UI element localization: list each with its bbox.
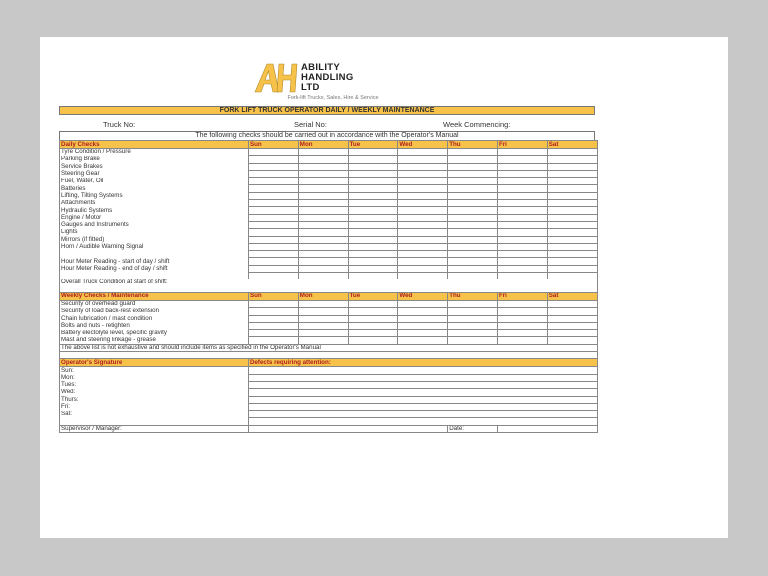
check-cell (448, 258, 498, 265)
check-cell (298, 251, 348, 258)
spacer-row (60, 251, 598, 258)
check-cell (398, 170, 448, 177)
company-logo (253, 60, 595, 106)
date-label: Date: (448, 425, 498, 432)
check-cell (348, 207, 398, 214)
check-cell (547, 149, 597, 156)
check-item-label: Steering Gear (60, 170, 249, 177)
daily-check-row (60, 229, 598, 236)
check-cell (298, 221, 348, 228)
day-header: Mon (298, 141, 348, 149)
check-cell (398, 243, 448, 250)
check-cell (298, 200, 348, 207)
check-cell (497, 330, 547, 337)
check-cell (249, 273, 299, 280)
check-cell (547, 258, 597, 265)
check-cell (497, 322, 547, 329)
hour-meter-row (60, 258, 598, 265)
check-cell (547, 221, 597, 228)
check-cell (448, 207, 498, 214)
spacer-cell (60, 251, 249, 258)
overall-condition-label: Overall Truck Condition at start of shift: (60, 279, 598, 285)
check-cell (348, 273, 398, 280)
check-cell (497, 214, 547, 221)
check-cell (298, 273, 348, 280)
check-cell (348, 214, 398, 221)
check-cell (298, 265, 348, 272)
spacer-cell (60, 273, 249, 280)
daily-check-row (60, 149, 598, 156)
check-cell (448, 236, 498, 243)
check-item-label: Attachments (60, 200, 249, 207)
check-cell (348, 229, 398, 236)
day-header: Fri (497, 141, 547, 149)
check-cell (448, 192, 498, 199)
check-cell (497, 229, 547, 236)
company-name: ABILITY HANDLING LTD (301, 62, 354, 93)
check-cell (249, 163, 299, 170)
check-cell (348, 185, 398, 192)
spacer-cell (60, 418, 249, 425)
check-cell (348, 315, 398, 322)
weekly-checks-header (60, 292, 598, 300)
day-header: Thu (448, 141, 498, 149)
defects-cell (249, 411, 598, 418)
check-cell (249, 200, 299, 207)
signature-day-label: Sat: (60, 411, 249, 418)
check-cell (398, 229, 448, 236)
check-cell (448, 170, 498, 177)
check-cell (249, 330, 299, 337)
check-cell (547, 330, 597, 337)
defects-cell (249, 367, 598, 374)
check-cell (348, 221, 398, 228)
daily-check-row (60, 236, 598, 243)
daily-checks-header (60, 141, 598, 149)
check-item-label: Mirrors (if fitted) (60, 236, 249, 243)
day-header: Wed (398, 292, 448, 300)
check-cell (547, 322, 597, 329)
check-cell (547, 192, 597, 199)
check-cell (448, 214, 498, 221)
check-cell (249, 170, 299, 177)
truck-info-row (59, 115, 595, 131)
check-cell (547, 200, 597, 207)
check-cell (348, 170, 398, 177)
spacer-cell (60, 352, 598, 359)
check-cell (298, 178, 348, 185)
signature-day-label: Mon: (60, 374, 249, 381)
day-header: Tue (348, 141, 398, 149)
day-header: Sun (249, 141, 299, 149)
signature-header (60, 359, 598, 367)
check-cell (249, 156, 299, 163)
check-cell (348, 300, 398, 307)
check-cell (298, 258, 348, 265)
check-cell (547, 156, 597, 163)
check-cell (298, 322, 348, 329)
spacer-cell (249, 418, 598, 425)
signature-day-label: Sun: (60, 367, 249, 374)
form-title: FORK LIFT TRUCK OPERATOR DAILY / WEEKLY MAINTENANCE (59, 106, 595, 115)
weekly-check-row (60, 308, 598, 315)
check-cell (497, 265, 547, 272)
check-cell (298, 163, 348, 170)
check-cell (298, 207, 348, 214)
check-item-label: Parking Brake (60, 156, 249, 163)
check-cell (497, 207, 547, 214)
check-cell (497, 163, 547, 170)
check-cell (298, 236, 348, 243)
weekly-check-row (60, 322, 598, 329)
check-cell (298, 243, 348, 250)
defects-cell (249, 389, 598, 396)
company-tagline: Fork-lift Trucks, Sales, Hire & Service (287, 95, 379, 101)
check-cell (448, 229, 498, 236)
day-header: Sun (249, 292, 299, 300)
check-cell (348, 156, 398, 163)
check-cell (249, 185, 299, 192)
check-cell (249, 315, 299, 322)
day-header: Wed (398, 141, 448, 149)
check-cell (249, 229, 299, 236)
daily-checks-label: Daily Checks (60, 141, 249, 149)
check-cell (547, 214, 597, 221)
supervisor-row (60, 425, 598, 432)
check-cell (249, 149, 299, 156)
check-cell (448, 308, 498, 315)
serial-no-label: Serial No: (294, 120, 327, 129)
signature-day-label: Thurs: (60, 396, 249, 403)
daily-check-row (60, 163, 598, 170)
check-cell (497, 149, 547, 156)
check-cell (249, 192, 299, 199)
supervisor-sign-cell (249, 425, 448, 432)
check-cell (448, 243, 498, 250)
check-cell (547, 170, 597, 177)
check-cell (249, 308, 299, 315)
check-cell (497, 200, 547, 207)
weekly-check-row (60, 300, 598, 307)
check-cell (497, 156, 547, 163)
defects-cell (249, 396, 598, 403)
check-cell (497, 337, 547, 344)
check-cell (398, 149, 448, 156)
check-cell (348, 243, 398, 250)
defects-label: Defects requiring attention: (249, 359, 598, 367)
check-cell (497, 300, 547, 307)
checks-table (59, 140, 598, 433)
check-cell (398, 163, 448, 170)
check-cell (348, 337, 398, 344)
spacer-row (60, 418, 598, 425)
check-cell (348, 178, 398, 185)
check-cell (448, 185, 498, 192)
check-item-label: Security of overhead guard (60, 300, 249, 307)
check-cell (298, 170, 348, 177)
check-item-label: Mast and steering linkage - grease (60, 337, 249, 344)
check-cell (547, 251, 597, 258)
check-cell (497, 236, 547, 243)
check-cell (249, 300, 299, 307)
check-cell (298, 185, 348, 192)
check-cell (497, 178, 547, 185)
check-cell (298, 308, 348, 315)
check-cell (497, 192, 547, 199)
check-cell (348, 200, 398, 207)
defects-cell (249, 374, 598, 381)
check-cell (497, 315, 547, 322)
check-item-label: Bolts and nuts - retighten (60, 322, 249, 329)
disclaimer-row (60, 344, 598, 351)
check-cell (348, 308, 398, 315)
daily-check-row (60, 170, 598, 177)
spacer-row (60, 273, 598, 280)
check-cell (298, 337, 348, 344)
hour-meter-label: Hour Meter Reading - start of day / shift (60, 258, 249, 265)
daily-check-row (60, 192, 598, 199)
check-cell (398, 300, 448, 307)
signature-day-label: Tues: (60, 381, 249, 388)
check-item-label: Gauges and Instruments (60, 221, 249, 228)
check-cell (448, 337, 498, 344)
check-cell (249, 221, 299, 228)
check-cell (249, 337, 299, 344)
check-cell (298, 149, 348, 156)
check-cell (448, 200, 498, 207)
weekly-check-row (60, 337, 598, 344)
check-cell (348, 149, 398, 156)
check-cell (448, 251, 498, 258)
day-header: Fri (497, 292, 547, 300)
spacer-cell (60, 286, 598, 293)
check-cell (547, 300, 597, 307)
check-cell (348, 251, 398, 258)
check-item-label: Batteries (60, 185, 249, 192)
check-cell (547, 229, 597, 236)
weekly-check-row (60, 315, 598, 322)
check-item-label: Fuel, Water, Oil (60, 178, 249, 185)
check-cell (298, 156, 348, 163)
check-item-label: Engine / Motor (60, 214, 249, 221)
check-cell (398, 258, 448, 265)
week-commencing-label: Week Commencing: (443, 120, 511, 129)
day-header: Sat (547, 292, 597, 300)
check-cell (448, 156, 498, 163)
date-cell (497, 425, 597, 432)
check-cell (298, 214, 348, 221)
weekly-check-row (60, 330, 598, 337)
check-cell (497, 258, 547, 265)
check-cell (398, 236, 448, 243)
check-cell (497, 308, 547, 315)
check-cell (547, 185, 597, 192)
check-item-label: Tyre Condition / Pressure (60, 149, 249, 156)
supervisor-label: Supervisor / Manager: (60, 425, 249, 432)
defects-cell (249, 381, 598, 388)
check-cell (348, 163, 398, 170)
check-cell (547, 337, 597, 344)
instruction-text: The following checks should be carried out in accordance with the Operator's Manual (59, 131, 595, 140)
check-cell (547, 273, 597, 280)
signature-row (60, 411, 598, 418)
daily-check-row (60, 178, 598, 185)
check-item-label: Horn / Audible Warning Signal (60, 243, 249, 250)
check-cell (348, 192, 398, 199)
check-item-label: Chain lubrication / mast condition (60, 315, 249, 322)
maintenance-form (59, 60, 595, 433)
truck-no-label: Truck No: (103, 120, 136, 129)
check-cell (448, 221, 498, 228)
daily-check-row (60, 221, 598, 228)
daily-check-row (60, 207, 598, 214)
defects-cell (249, 403, 598, 410)
check-cell (448, 178, 498, 185)
day-header: Sat (547, 141, 597, 149)
check-cell (448, 273, 498, 280)
check-cell (547, 236, 597, 243)
check-cell (398, 156, 448, 163)
check-cell (398, 330, 448, 337)
signature-row (60, 367, 598, 374)
check-cell (497, 170, 547, 177)
check-cell (398, 200, 448, 207)
check-cell (348, 265, 398, 272)
check-cell (398, 178, 448, 185)
check-cell (497, 243, 547, 250)
check-cell (547, 265, 597, 272)
daily-check-row (60, 214, 598, 221)
check-item-label: Hydraulic Systems (60, 207, 249, 214)
check-cell (448, 149, 498, 156)
check-cell (398, 322, 448, 329)
ah-logo-icon (253, 60, 299, 94)
signature-row (60, 389, 598, 396)
signature-row (60, 396, 598, 403)
check-cell (448, 300, 498, 307)
check-cell (547, 315, 597, 322)
check-cell (398, 192, 448, 199)
daily-check-row (60, 243, 598, 250)
check-cell (448, 322, 498, 329)
check-cell (398, 273, 448, 280)
check-cell (547, 207, 597, 214)
check-cell (249, 258, 299, 265)
check-cell (547, 178, 597, 185)
check-cell (398, 337, 448, 344)
check-cell (547, 243, 597, 250)
check-cell (348, 330, 398, 337)
operator-signature-label: Operator's Signature (60, 359, 249, 367)
check-item-label: Lights (60, 229, 249, 236)
check-cell (398, 315, 448, 322)
signature-row (60, 381, 598, 388)
check-cell (249, 265, 299, 272)
check-cell (448, 330, 498, 337)
weekly-checks-label: Weekly Checks / Maintenance (60, 292, 249, 300)
check-cell (249, 251, 299, 258)
check-cell (547, 163, 597, 170)
check-cell (249, 178, 299, 185)
check-cell (398, 251, 448, 258)
daily-check-row (60, 200, 598, 207)
spacer-row (60, 286, 598, 293)
check-cell (448, 315, 498, 322)
check-cell (398, 207, 448, 214)
check-cell (298, 229, 348, 236)
hour-meter-row (60, 265, 598, 272)
signature-row (60, 374, 598, 381)
check-cell (497, 251, 547, 258)
hour-meter-label: Hour Meter Reading - end of day / shift (60, 265, 249, 272)
check-cell (497, 273, 547, 280)
check-cell (547, 308, 597, 315)
check-cell (298, 315, 348, 322)
check-cell (448, 163, 498, 170)
check-cell (348, 258, 398, 265)
check-cell (398, 185, 448, 192)
check-cell (249, 243, 299, 250)
day-header: Tue (348, 292, 398, 300)
check-item-label: Security of load back-rest extension (60, 308, 249, 315)
check-cell (249, 322, 299, 329)
check-cell (497, 221, 547, 228)
day-header: Mon (298, 292, 348, 300)
check-cell (249, 214, 299, 221)
check-cell (348, 322, 398, 329)
check-cell (249, 207, 299, 214)
check-cell (398, 214, 448, 221)
check-item-label: Battery electolyte level, specific gravity (60, 330, 249, 337)
disclaimer-text: The above list is not exhaustive and should include items as specified in the Operator's Manual (60, 344, 598, 351)
signature-day-label: Fri: (60, 403, 249, 410)
signature-row (60, 403, 598, 410)
check-cell (348, 236, 398, 243)
day-header: Thu (448, 292, 498, 300)
check-cell (298, 330, 348, 337)
check-cell (298, 300, 348, 307)
spacer-row (60, 352, 598, 359)
check-item-label: Lifting, Tilting Systems (60, 192, 249, 199)
daily-check-row (60, 156, 598, 163)
signature-day-label: Wed: (60, 389, 249, 396)
check-cell (497, 185, 547, 192)
check-cell (448, 265, 498, 272)
check-item-label: Service Brakes (60, 163, 249, 170)
daily-check-row (60, 185, 598, 192)
check-cell (398, 308, 448, 315)
check-cell (398, 221, 448, 228)
check-cell (298, 192, 348, 199)
check-cell (249, 236, 299, 243)
check-cell (398, 265, 448, 272)
